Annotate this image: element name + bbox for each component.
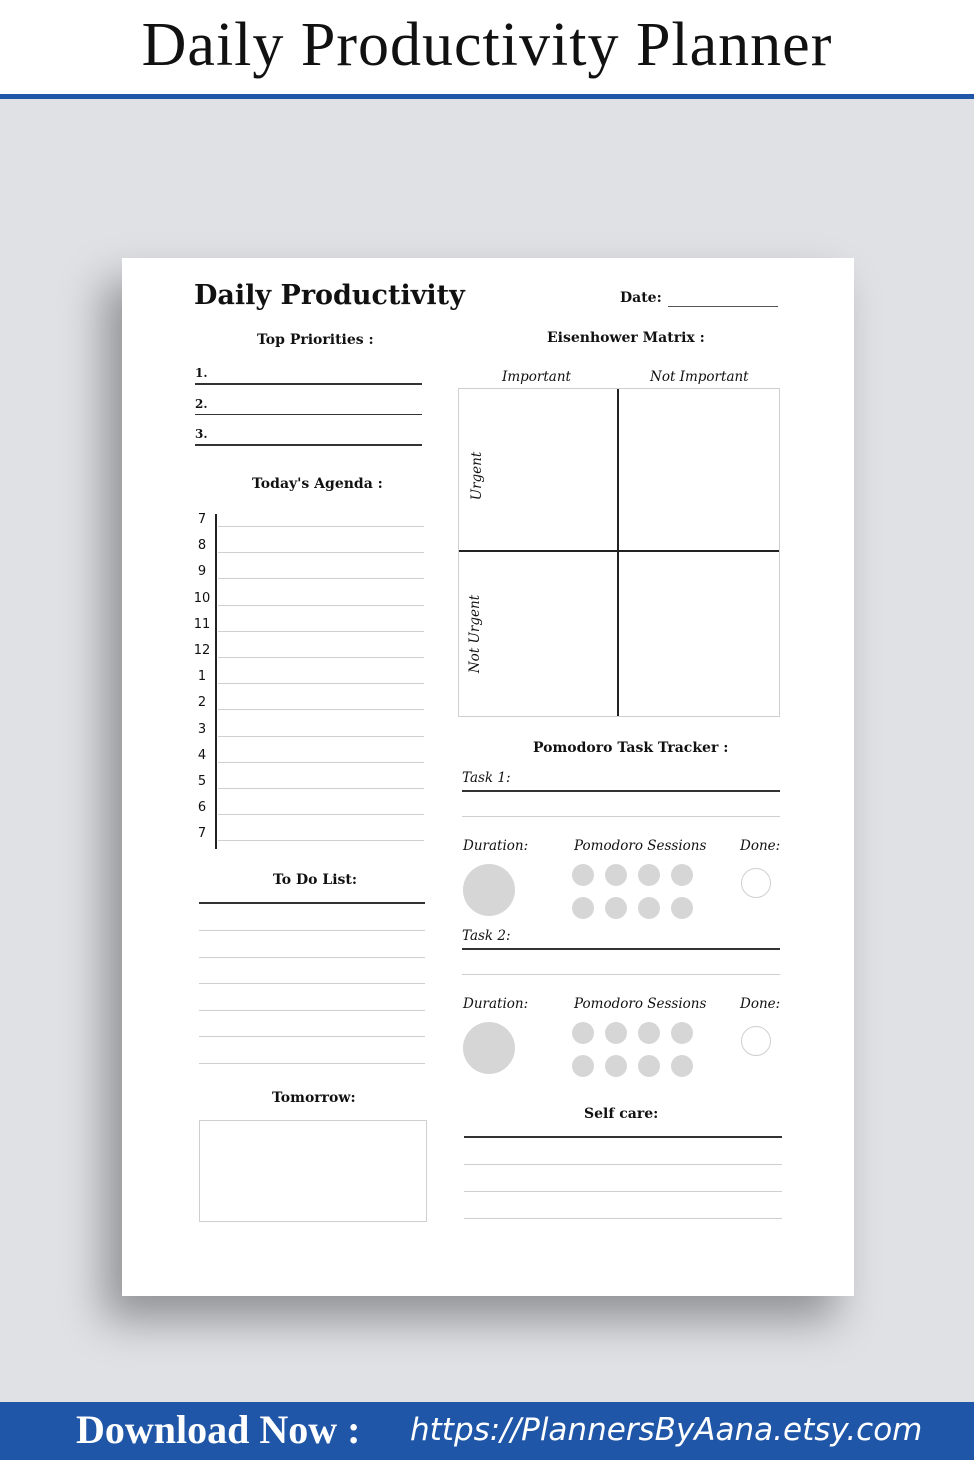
pomodoro-session-dot[interactable] <box>671 1055 693 1077</box>
agenda-hour: 4 <box>197 747 207 763</box>
agenda-slot[interactable] <box>218 736 424 737</box>
todo-heading: To Do List: <box>273 872 358 888</box>
planner-title: Daily Productivity <box>194 280 465 311</box>
agenda-slot[interactable] <box>218 552 424 553</box>
pomodoro-session-dot[interactable] <box>638 1055 660 1077</box>
download-cta: Download Now : <box>76 1407 361 1452</box>
priority-number: 2. <box>195 396 208 411</box>
matrix-horizontal-divider <box>459 550 779 552</box>
date-field[interactable] <box>668 306 778 307</box>
planner-sheet <box>122 258 854 1296</box>
agenda-slot[interactable] <box>218 657 424 658</box>
pomodoro-session-dot[interactable] <box>572 864 594 886</box>
task-label: Task 1: <box>462 770 511 786</box>
matrix-heading: Eisenhower Matrix : <box>547 330 705 346</box>
duration-label: Duration: <box>463 838 529 854</box>
agenda-hour: 9 <box>197 564 207 580</box>
priority-line[interactable] <box>195 414 422 416</box>
matrix-grid <box>458 388 780 717</box>
agenda-hour: 3 <box>197 721 207 737</box>
agenda-slot[interactable] <box>218 762 424 763</box>
download-banner <box>0 1402 974 1460</box>
priority-number: 3. <box>195 427 208 441</box>
agenda-slot[interactable] <box>218 683 424 684</box>
self-care-rule <box>464 1136 782 1138</box>
pomodoro-session-dot[interactable] <box>605 1022 627 1044</box>
agenda-slot[interactable] <box>218 814 424 815</box>
pomodoro-heading: Pomodoro Task Tracker : <box>533 740 729 756</box>
self-care-line[interactable] <box>464 1218 782 1219</box>
matrix-row-urgent: Urgent <box>469 451 485 501</box>
tomorrow-box[interactable] <box>199 1120 427 1222</box>
agenda-heading: Today's Agenda : <box>252 476 383 492</box>
pomodoro-session-dot[interactable] <box>671 1022 693 1044</box>
banner-title: Daily Productivity Planner <box>141 11 833 79</box>
todo-line[interactable] <box>199 1063 425 1064</box>
done-checkbox[interactable] <box>741 1026 771 1056</box>
task-line[interactable] <box>462 790 780 792</box>
agenda-slot[interactable] <box>218 605 424 606</box>
agenda-slot[interactable] <box>218 788 424 789</box>
agenda-hour: 11 <box>193 616 211 632</box>
todo-line[interactable] <box>199 1010 425 1011</box>
shop-url-link[interactable]: https://PlannersByAana.etsy.com <box>410 1412 923 1448</box>
pomodoro-session-dot[interactable] <box>605 864 627 886</box>
agenda-slot[interactable] <box>218 578 424 579</box>
agenda-hour: 6 <box>197 800 207 816</box>
agenda-hour: 5 <box>197 774 207 789</box>
self-care-line[interactable] <box>464 1164 782 1165</box>
matrix-col-important: Important <box>502 369 571 385</box>
pomodoro-session-dot[interactable] <box>572 1055 594 1077</box>
banner-rule <box>0 94 974 99</box>
agenda-axis <box>215 514 217 849</box>
pomodoro-session-dot[interactable] <box>605 897 627 919</box>
todo-line[interactable] <box>199 930 425 931</box>
task-label: Task 2: <box>462 928 511 944</box>
done-label: Done: <box>740 996 781 1012</box>
agenda-hour: 7 <box>197 512 207 527</box>
pomodoro-session-dot[interactable] <box>638 864 660 886</box>
pomodoro-session-dot[interactable] <box>671 864 693 886</box>
pomodoro-session-dot[interactable] <box>638 1022 660 1044</box>
agenda-hour: 10 <box>193 590 211 606</box>
tomorrow-heading: Tomorrow: <box>272 1090 356 1106</box>
agenda-hour: 12 <box>193 643 211 658</box>
task-line-secondary[interactable] <box>462 816 780 817</box>
duration-circle[interactable] <box>463 1022 515 1074</box>
banner-header <box>0 0 974 97</box>
pomodoro-session-dot[interactable] <box>671 897 693 919</box>
done-checkbox[interactable] <box>741 868 771 898</box>
agenda-hour: 2 <box>197 695 207 711</box>
agenda-slot[interactable] <box>218 709 424 710</box>
agenda-slot[interactable] <box>218 631 424 632</box>
done-label: Done: <box>740 838 781 854</box>
agenda-hour: 8 <box>197 538 207 554</box>
task-line-secondary[interactable] <box>462 974 780 975</box>
agenda-slot[interactable] <box>218 526 424 527</box>
date-label: Date: <box>620 290 662 306</box>
priority-line[interactable] <box>195 383 422 385</box>
self-care-line[interactable] <box>464 1191 782 1192</box>
pomodoro-session-dot[interactable] <box>572 1022 594 1044</box>
priority-line[interactable] <box>195 444 422 446</box>
todo-line[interactable] <box>199 957 425 958</box>
duration-circle[interactable] <box>463 864 515 916</box>
matrix-row-not-urgent: Not Urgent <box>467 594 483 674</box>
agenda-hour: 7 <box>197 826 207 842</box>
todo-line[interactable] <box>199 1036 425 1037</box>
matrix-col-not-important: Not Important <box>650 369 749 385</box>
pomodoro-session-dot[interactable] <box>638 897 660 919</box>
todo-line[interactable] <box>199 983 425 984</box>
agenda-hour: 1 <box>197 669 207 685</box>
priority-number: 1. <box>195 366 208 380</box>
sessions-label: Pomodoro Sessions <box>574 996 707 1012</box>
pomodoro-session-dot[interactable] <box>605 1055 627 1077</box>
pomodoro-session-dot[interactable] <box>572 897 594 919</box>
todo-rule <box>199 902 425 904</box>
matrix-vertical-divider <box>617 389 619 716</box>
sessions-label: Pomodoro Sessions <box>574 838 707 854</box>
agenda-slot[interactable] <box>218 840 424 841</box>
top-priorities-heading: Top Priorities : <box>257 332 374 348</box>
duration-label: Duration: <box>463 996 529 1012</box>
self-care-heading: Self care: <box>584 1106 659 1122</box>
task-line[interactable] <box>462 948 780 950</box>
